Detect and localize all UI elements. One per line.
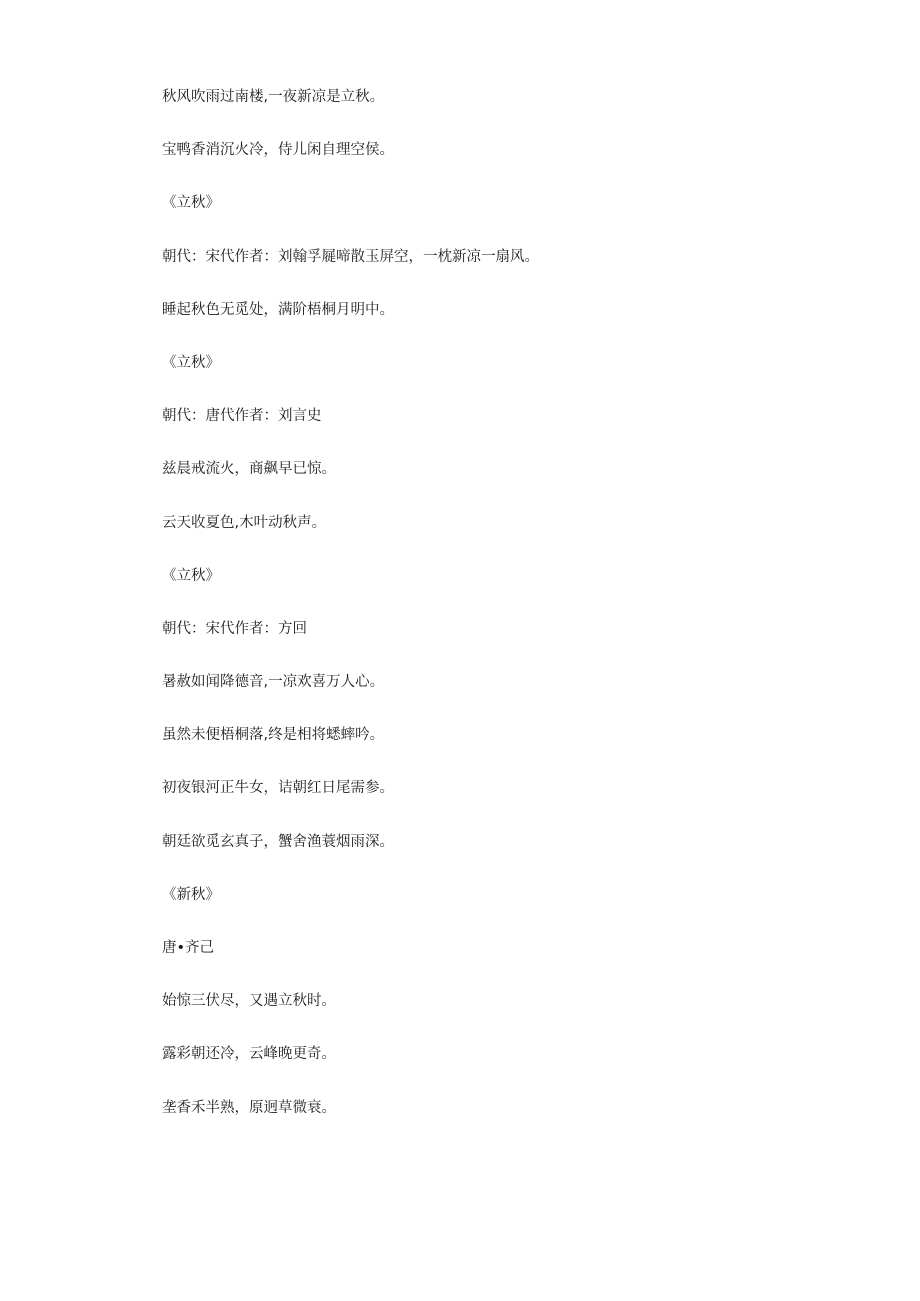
text-line: 朝代：宋代作者：刘翰孚屣啼散玉屏空，一枕新凉一扇风。 bbox=[162, 248, 539, 265]
text-line: 朝廷欲觅玄真子，蟹舍渔蓑烟雨深。 bbox=[162, 833, 394, 850]
text-line: 睡起秋色无觅处，满阶梧桐月明中。 bbox=[162, 301, 394, 318]
poem-title: 《立秋》 bbox=[162, 195, 220, 212]
text-line: 云天收夏色,木叶动秋声。 bbox=[162, 514, 327, 531]
poem-attribution: 唐•齐己 bbox=[162, 940, 215, 956]
text-line: 虽然未便梧桐落,终是相将蟋蟀吟。 bbox=[162, 727, 385, 744]
poem-title: 《立秋》 bbox=[162, 567, 220, 584]
text-line: 始惊三伏尽，又遇立秋时。 bbox=[162, 993, 336, 1010]
poem-attribution: 朝代：宋代作者：方回 bbox=[162, 620, 307, 637]
text-line: 垄香禾半熟，原迥草微衰。 bbox=[162, 1099, 336, 1116]
text-line: 暑赦如闻降德音,一凉欢喜万人心。 bbox=[162, 674, 385, 691]
text-line: 初夜银河正牛女，诘朝红日尾需参。 bbox=[162, 780, 394, 797]
poem-attribution: 朝代：唐代作者：刘言史 bbox=[162, 408, 322, 425]
poem-title: 《立秋》 bbox=[162, 354, 220, 371]
poem-text-block bbox=[162, 86, 539, 1150]
text-line: 宝鸭香消沉火冷，侍儿闲自理空侯。 bbox=[162, 142, 394, 159]
text-line: 秋风吹雨过南楼,一夜新凉是立秋。 bbox=[162, 89, 385, 105]
text-line: 兹晨戒流火，商飙早已惊。 bbox=[162, 461, 336, 478]
poem-title: 《新秋》 bbox=[162, 886, 220, 903]
text-line: 露彩朝还冷，云峰晚更奇。 bbox=[162, 1046, 336, 1063]
